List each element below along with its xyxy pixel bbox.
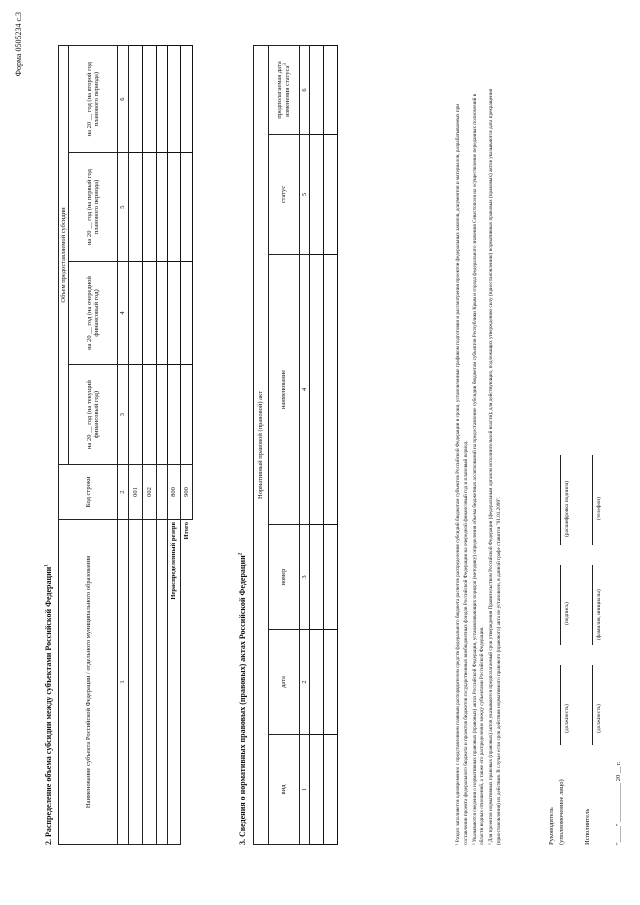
position-caption: (должность) (564, 704, 570, 733)
table-row (156, 46, 167, 845)
form-code: Форма 0505234 с.3 (14, 12, 23, 77)
decoding-caption: (расшифровка подписи) (564, 480, 570, 537)
executor-label: Исполнитель (584, 808, 591, 845)
total-row (180, 46, 193, 845)
footnote-2: ² Указываются сведения о нормативных правовых (правовых) актах Российской Федерации, устанавливающих порядок (методику) определения объема бюджетных ассигнований на предоставление субсидии бюджетам субъектов Республики Крым и города федерального значения Севастополя на осуществление переданных полномочий в области водных отношений, а также его распределение между субъектами Российской Федерации. (471, 93, 486, 845)
decoding-line[interactable] (560, 455, 561, 545)
num-cell: 3 (300, 525, 310, 630)
footnote-3: ³ Для проектов нормативных правовых (правовых) актов указываются предполагаемый срок утверждения Правительством Российской Федерации (федеральным органом исполнительной власти); для действующих, подлежащих утверждению силу (приостановлению) нормативных правовых (правовых) актов указываются дата прекращения (приостановления) их действия. В случае если срок действия нормативного правового (правового) акта не установлен, в данной графе ставится "01.01.2099". (488, 88, 502, 845)
executor-position-caption: (должность) (596, 704, 602, 733)
row-code: 001 (128, 465, 142, 520)
num-cell: 2 (300, 630, 310, 735)
num-cell: 5 (118, 153, 128, 261)
col-volume-header: Объем предоставляемой субсидии (59, 46, 69, 465)
executor-position-line[interactable] (592, 665, 593, 745)
col-date-header: дата (269, 630, 300, 735)
reserve-code: 800 (167, 465, 180, 520)
num-cell: 2 (118, 465, 128, 520)
head-sub-label: (уполномоченное лицо) (558, 779, 565, 845)
num-cell: 3 (118, 365, 128, 465)
col-vid-header: вид (269, 735, 300, 845)
num-cell: 4 (300, 255, 310, 525)
table-row (142, 46, 156, 845)
col-y4-header: на 20 __ год (на второй год планового периода) (69, 46, 118, 153)
group-header: Нормативный правовой (правовой) акт (254, 46, 269, 845)
fio-line[interactable] (592, 565, 593, 645)
footnotes (455, 85, 505, 845)
num-cell: 1 (118, 520, 128, 845)
phone-caption: (телефон) (596, 496, 602, 520)
num-cell: 6 (300, 46, 310, 135)
total-label: Итого (183, 522, 191, 540)
col-number-header: номер (269, 525, 300, 630)
col-y3-header: на 20 __ год (на первый год планового периода) (69, 153, 118, 261)
num-cell: 5 (300, 135, 310, 255)
position-line[interactable] (560, 665, 561, 745)
fio-caption: (фамилия, инициалы) (596, 589, 602, 640)
section3-title: 3. Сведения о нормативных правовых (правовых) актах Российской Федерации$^2$ (238, 552, 247, 845)
col-y1-header: на 20 __ год (на текущий финансовый год) (69, 365, 118, 465)
section3-table (253, 45, 338, 845)
col-name-header: наименование (269, 255, 300, 525)
phone-line[interactable] (592, 455, 593, 545)
date-field[interactable]: "_____" ____________ 20 __ г. (615, 761, 622, 845)
section2-table (58, 45, 193, 845)
col-name-header: Наименование субъекта Российской Федерации / отдельного муниципального образования (59, 520, 118, 845)
reserve-label: Нераспределенный резерв (167, 520, 180, 845)
reserve-row (167, 46, 180, 845)
num-cell: 4 (118, 261, 128, 364)
col-code-header: Код строки (59, 465, 118, 520)
signature-caption: (подпись) (564, 602, 570, 625)
total-code: 900 (180, 465, 193, 520)
row-code: 002 (142, 465, 156, 520)
section2-title: 2. Распределение объема субсидии между субъектами Российской Федерации$^1$ (44, 564, 53, 845)
num-cell: 1 (300, 735, 310, 845)
col-status-header: статус (269, 135, 300, 255)
col-y2-header: на 20 __ год (на очередной финансовый год) (69, 261, 118, 364)
head-label: Руководитель (548, 807, 555, 845)
signature-line[interactable] (560, 565, 561, 645)
num-cell: 6 (118, 46, 128, 153)
footnote-1: ¹ Раздел заполняется одновременно с представлением главным распорядителем средств федерального бюджета расчетов распределения субсидий бюджетам субъектов Российской Федерации в сроки, установленные графиком подготовки и рассмотрения проектов федеральных законов, документов и материалов, разрабатываемых при составлении проекта федерального бюджета и проектов бюджетов государственных внебюджетных фондов Российской Федерации на очередной финансовый год и плановый период. (455, 103, 469, 845)
table-row (128, 46, 142, 845)
table-row (310, 46, 324, 845)
col-change-header: предполагаемая дата изменения статуса$^3$ (269, 46, 300, 135)
table-row (324, 46, 338, 845)
